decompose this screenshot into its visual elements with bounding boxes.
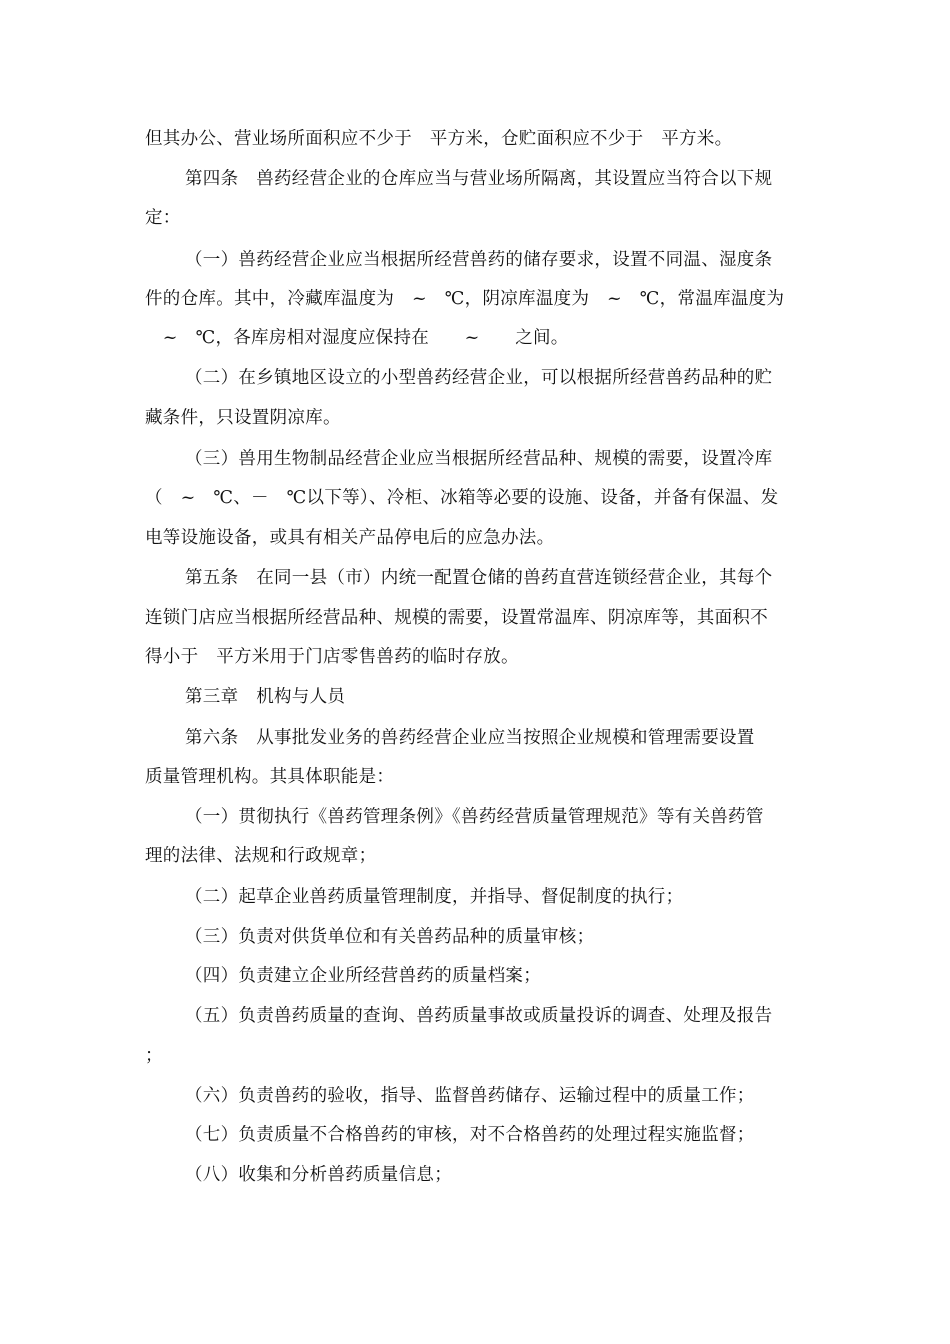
text-line: （三）兽用生物制品经营企业应当根据所经营品种、规模的需要，设置冷库 <box>185 449 773 469</box>
text-line: （三）负责对供货单位和有关兽药品种的质量审核； <box>185 927 595 947</box>
text-line: （ ~ ℃、－ ℃以下等）、冷柜、冰箱等必要的设施、设备，并备有保温、发 <box>145 488 779 508</box>
text-line: 件的仓库。其中，冷藏库温度为 ~ ℃，阴凉库温度为 ~ ℃，常温库温度为 <box>145 289 785 309</box>
text-line: 连锁门店应当根据所经营品种、规模的需要，设置常温库、阴凉库等，其面积不 <box>145 608 768 628</box>
text-line: ~ ℃，各库房相对湿度应保持在 ~ 之间。 <box>145 328 569 348</box>
text-line: （八）收集和分析兽药质量信息； <box>185 1165 452 1185</box>
text-line: 理的法律、法规和行政规章； <box>145 846 377 866</box>
text-line: （四）负责建立企业所经营兽药的质量档案； <box>185 966 541 986</box>
text-line: （二）起草企业兽药质量管理制度，并指导、督促制度的执行； <box>185 887 684 907</box>
text-line: （五）负责兽药质量的查询、兽药质量事故或质量投诉的调查、处理及报告 <box>185 1006 773 1026</box>
text-line: 定： <box>145 208 181 228</box>
text-line: （一）贯彻执行《兽药管理条例》《兽药经营质量管理规范》等有关兽药管 <box>185 807 764 827</box>
text-line: （七）负责质量不合格兽药的审核，对不合格兽药的处理过程实施监督； <box>185 1125 755 1145</box>
text-line: 第六条 从事批发业务的兽药经营企业应当按照企业规模和管理需要设置 <box>185 728 755 748</box>
text-line: ； <box>145 1046 163 1066</box>
text-line: 质量管理机构。其具体职能是： <box>145 767 395 787</box>
text-line: 得小于 平方米用于门店零售兽药的临时存放。 <box>145 647 519 667</box>
chapter-heading: 第三章 机构与人员 <box>185 687 346 707</box>
text-line: 但其办公、营业场所面积应不少于 平方米，仓贮面积应不少于 平方米。 <box>145 129 733 149</box>
text-line: （二）在乡镇地区设立的小型兽药经营企业，可以根据所经营兽药品种的贮 <box>185 368 773 388</box>
text-line: 藏条件，只设置阴凉库。 <box>145 408 341 428</box>
text-line: 电等设施设备，或具有相关产品停电后的应急办法。 <box>145 528 555 548</box>
text-line: （一）兽药经营企业应当根据所经营兽药的储存要求，设置不同温、湿度条 <box>185 250 773 270</box>
text-line: 第五条 在同一县（市）内统一配置仓储的兽药直营连锁经营企业，其每个 <box>185 568 773 588</box>
text-line: （六）负责兽药的验收，指导、监督兽药储存、运输过程中的质量工作； <box>185 1086 755 1106</box>
text-line: 第四条 兽药经营企业的仓库应当与营业场所隔离，其设置应当符合以下规 <box>185 169 773 189</box>
